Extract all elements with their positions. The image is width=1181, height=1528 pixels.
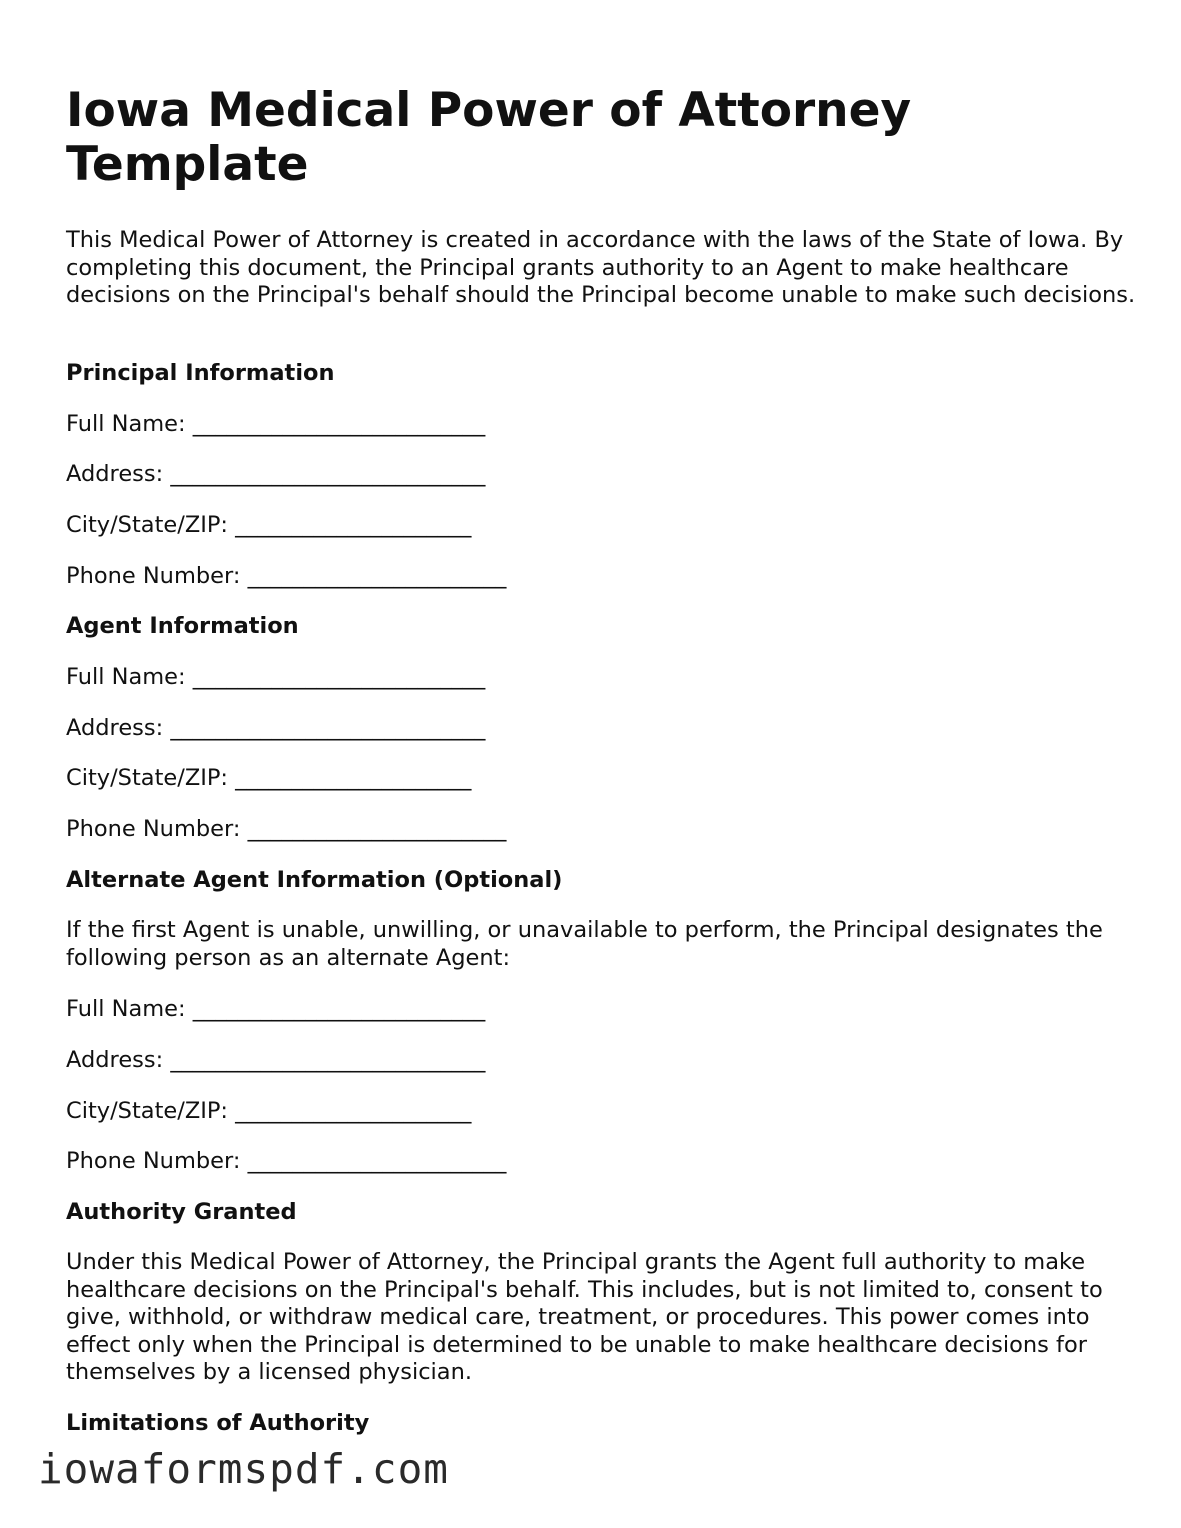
principal-heading: Principal Information <box>66 360 335 386</box>
agent-full-name-field: Full Name: __________________________ <box>66 664 486 690</box>
principal-full-name-field: Full Name: __________________________ <box>66 411 486 437</box>
agent-city-field: City/State/ZIP: _____________________ <box>66 765 472 791</box>
principal-phone-field: Phone Number: _______________________ <box>66 563 507 589</box>
alternate-address-field: Address: ____________________________ <box>66 1047 486 1073</box>
agent-address-field: Address: ____________________________ <box>66 715 486 741</box>
site-watermark: iowaformspdf.com <box>38 1445 449 1493</box>
limitations-heading: Limitations of Authority <box>66 1410 370 1436</box>
principal-address-field: Address: ____________________________ <box>66 461 486 487</box>
alternate-agent-heading: Alternate Agent Information (Optional) <box>66 867 563 893</box>
page-title: Iowa Medical Power of Attorney Template <box>66 83 912 192</box>
authority-paragraph: Under this Medical Power of Attorney, the Principal grants the Agent full authority to make healthcare decisions on the Principal's behalf. This includes, but is not limited to, consent to give, withhold, or withdraw medical care, treatment, or procedures. This power comes into effect only when the Principal is determined to be unable to make healthcare decisions for themselves by a licensed physician. <box>66 1249 1103 1385</box>
alternate-full-name-field: Full Name: __________________________ <box>66 996 486 1022</box>
alternate-agent-intro: If the first Agent is unable, unwilling, or unavailable to perform, the Principal designates the following person as an alternate Agent: <box>66 917 1103 971</box>
agent-heading: Agent Information <box>66 613 299 639</box>
agent-phone-field: Phone Number: _______________________ <box>66 816 507 842</box>
alternate-city-field: City/State/ZIP: _____________________ <box>66 1098 472 1124</box>
intro-paragraph: This Medical Power of Attorney is created in accordance with the laws of the State of Iowa. By completing this document, the Principal grants authority to an Agent to make healthcare decisions on the Principal's behalf should the Principal become unable to make such decisions. <box>66 227 1136 308</box>
alternate-phone-field: Phone Number: _______________________ <box>66 1148 507 1174</box>
principal-city-field: City/State/ZIP: _____________________ <box>66 512 472 538</box>
authority-heading: Authority Granted <box>66 1199 297 1225</box>
